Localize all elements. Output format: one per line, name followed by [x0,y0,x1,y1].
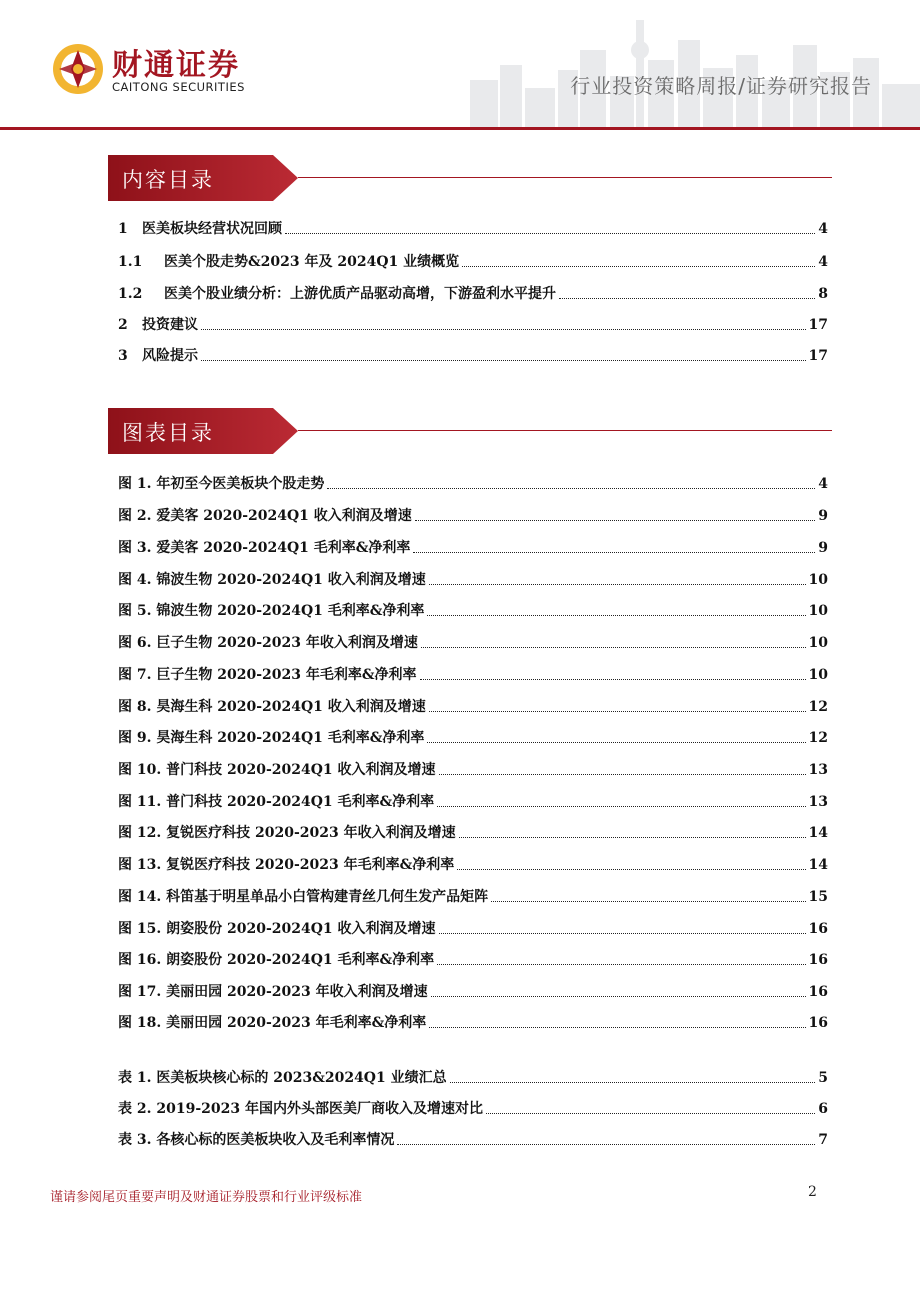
table-entry-title: 表 2. 2019-2023 年国内外头部医美厂商收入及增速对比 [118,1101,483,1117]
logo-english-name: CAITONG SECURITIES [112,80,245,94]
toc-entry-number: 1.1 [118,254,143,270]
figure-entry-page: 10 [808,572,828,588]
contents-heading: 内容目录 [122,168,214,192]
figure-list-entry[interactable] [118,598,828,620]
toc-entry-page: 4 [818,254,828,270]
figure-list-entry[interactable] [118,947,828,969]
figure-entry-page: 12 [808,730,828,746]
toc-entry-title: 医美个股业绩分析：上游优质产品驱动高增，下游盈利水平提升 [164,286,556,302]
toc-leader-dots [201,329,806,330]
figure-entry-title: 图 4. 锦波生物 2020-2024Q1 收入利润及增速 [118,572,426,588]
contents-heading-rule [298,177,832,178]
figure-entry-title: 图 11. 普门科技 2020-2024Q1 毛利率&净利率 [118,794,435,810]
figure-list-entry[interactable] [118,535,828,557]
figure-entry-title: 图 2. 爱美客 2020-2024Q1 收入利润及增速 [118,508,412,524]
toc-leader-dots [397,1144,815,1145]
toc-leader-dots [285,233,815,234]
toc-entry-page: 17 [808,348,828,364]
figure-entry-title: 图 6. 巨子生物 2020-2023 年收入利润及增速 [118,635,418,651]
figure-list-entry[interactable] [118,789,828,811]
figure-entry-page: 15 [808,889,828,905]
toc-leader-dots [559,298,815,299]
toc-leader-dots [415,520,815,521]
toc-entry-title: 风险提示 [142,348,198,364]
toc-leader-dots [439,933,806,934]
toc-leader-dots [327,488,815,489]
figure-list-entry[interactable] [118,471,828,493]
toc-leader-dots [462,266,815,267]
figure-entry-page: 16 [808,1015,828,1031]
toc-leader-dots [420,679,806,680]
figure-list-entry[interactable] [118,662,828,684]
toc-entry[interactable] [118,343,828,365]
toc-leader-dots [450,1082,816,1083]
report-type-label: 行业投资策略周报/证券研究报告 [570,74,872,98]
figure-entry-title: 图 10. 普门科技 2020-2024Q1 收入利润及增速 [118,762,436,778]
figure-entry-title: 图 5. 锦波生物 2020-2024Q1 毛利率&净利率 [118,603,425,619]
figure-entry-page: 10 [808,635,828,651]
toc-leader-dots [491,901,805,902]
toc-leader-dots [429,711,806,712]
figure-entry-page: 10 [808,667,828,683]
page-header [0,0,920,135]
figure-entry-page: 14 [808,825,828,841]
toc-entry-number: 2 [118,317,128,333]
table-list-entry[interactable] [118,1096,828,1118]
header-divider [0,127,920,130]
caitong-logo-icon [50,41,106,97]
figure-entry-page: 9 [818,540,828,556]
figure-list-entry[interactable] [118,1010,828,1032]
figure-list-entry[interactable] [118,630,828,652]
figure-entry-title: 图 17. 美丽田园 2020-2023 年收入利润及增速 [118,984,428,1000]
figure-entry-page: 16 [808,984,828,1000]
toc-leader-dots [486,1113,815,1114]
toc-leader-dots [427,615,805,616]
toc-leader-dots [427,742,805,743]
table-list-entry[interactable] [118,1065,828,1087]
toc-entry-page: 8 [818,286,828,302]
figures-heading: 图表目录 [122,421,214,445]
toc-entry-page: 17 [808,317,828,333]
figure-entry-page: 14 [808,857,828,873]
figure-entry-page: 16 [808,921,828,937]
figure-list-entry[interactable] [118,567,828,589]
table-list-entry[interactable] [118,1127,828,1149]
figure-list-entry[interactable] [118,725,828,747]
figure-entry-title: 图 1. 年初至今医美板块个股走势 [118,476,325,492]
figure-list-entry[interactable] [118,694,828,716]
toc-leader-dots [437,964,805,965]
table-entry-title: 表 1. 医美板块核心标的 2023&2024Q1 业绩汇总 [118,1070,447,1086]
toc-leader-dots [413,552,815,553]
figures-heading-tab [108,408,298,454]
figure-entry-page: 13 [808,794,828,810]
figure-entry-title: 图 7. 巨子生物 2020-2023 年毛利率&净利率 [118,667,417,683]
figure-entry-page: 4 [818,476,828,492]
toc-leader-dots [201,360,806,361]
figure-entry-title: 图 12. 复锐医疗科技 2020-2023 年收入利润及增速 [118,825,456,841]
table-entry-title: 表 3. 各核心标的医美板块收入及毛利率情况 [118,1132,395,1148]
figure-entry-page: 10 [808,603,828,619]
figure-entry-page: 9 [818,508,828,524]
figure-entry-page: 13 [808,762,828,778]
toc-leader-dots [429,1027,805,1028]
figure-entry-page: 12 [808,699,828,715]
toc-entry-title: 医美个股走势&2023 年及 2024Q1 业绩概览 [164,254,460,270]
toc-entry[interactable] [118,281,828,303]
figure-entry-title: 图 14. 科笛基于明星单品小白管构建青丝几何生发产品矩阵 [118,889,489,905]
toc-entry-number: 1.2 [118,286,143,302]
table-entry-page: 6 [818,1101,828,1117]
toc-leader-dots [439,774,806,775]
figure-list-entry[interactable] [118,757,828,779]
table-entry-page: 5 [818,1070,828,1086]
toc-entry[interactable] [118,216,828,238]
page-number: 2 [808,1184,817,1200]
toc-entry[interactable] [118,312,828,334]
figure-list-entry[interactable] [118,852,828,874]
figure-list-entry[interactable] [118,916,828,938]
logo-chinese-name: 财通证券 [112,48,240,83]
figure-entry-title: 图 9. 昊海生科 2020-2024Q1 毛利率&净利率 [118,730,425,746]
toc-leader-dots [429,584,806,585]
toc-leader-dots [421,647,806,648]
figure-entry-title: 图 13. 复锐医疗科技 2020-2023 年毛利率&净利率 [118,857,455,873]
toc-entry-page: 4 [818,221,828,237]
toc-entry-title: 医美板块经营状况回顾 [142,221,282,237]
figures-heading-rule [298,430,832,431]
toc-leader-dots [437,806,805,807]
figure-entry-title: 图 3. 爱美客 2020-2024Q1 毛利率&净利率 [118,540,411,556]
toc-entry[interactable] [118,249,828,271]
figure-list-entry[interactable] [118,884,828,906]
figure-list-entry[interactable] [118,503,828,525]
contents-heading-tab [108,155,298,201]
toc-entry-title: 投资建议 [142,317,198,333]
toc-leader-dots [459,837,806,838]
figure-entry-title: 图 18. 美丽田园 2020-2023 年毛利率&净利率 [118,1015,427,1031]
toc-leader-dots [431,996,806,997]
figure-list-entry[interactable] [118,979,828,1001]
figure-entry-title: 图 8. 昊海生科 2020-2024Q1 收入利润及增速 [118,699,426,715]
toc-leader-dots [457,869,805,870]
table-entry-page: 7 [818,1132,828,1148]
figure-entry-title: 图 16. 朗姿股份 2020-2024Q1 毛利率&净利率 [118,952,435,968]
figure-list-entry[interactable] [118,820,828,842]
figure-entry-page: 16 [808,952,828,968]
toc-entry-number: 1 [118,221,128,237]
footer-disclaimer: 谨请参阅尾页重要声明及财通证券股票和行业评级标准 [50,1190,363,1205]
toc-entry-number: 3 [118,348,128,364]
figure-entry-title: 图 15. 朗姿股份 2020-2024Q1 收入利润及增速 [118,921,436,937]
